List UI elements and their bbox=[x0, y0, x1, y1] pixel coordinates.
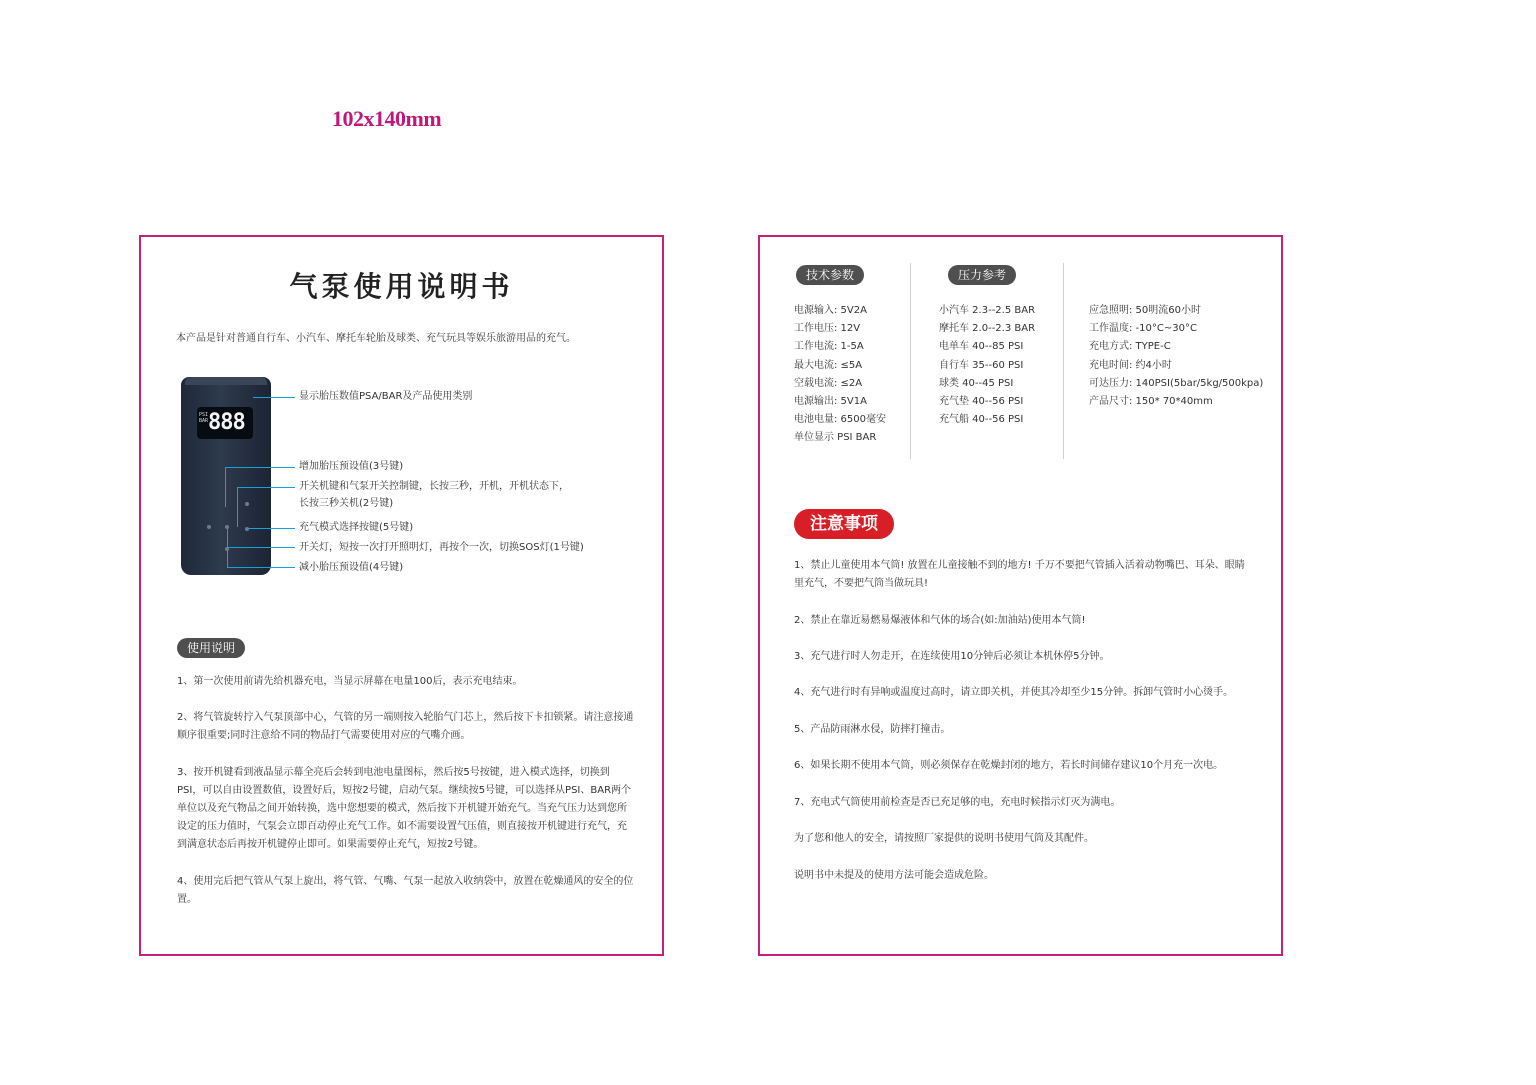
spec-item: 电源输入: 5V2A bbox=[794, 305, 867, 316]
device-top-cap bbox=[185, 377, 267, 385]
button-1-dot bbox=[207, 525, 211, 529]
spec-item: 充电方式: TYPE-C bbox=[1089, 341, 1171, 353]
callout-button-5: 充气模式选择按键(5号键) bbox=[299, 522, 414, 533]
spec-item: 电池电量: 6500毫安 bbox=[794, 414, 886, 426]
pressure-item: 电单车 40--85 PSI bbox=[939, 341, 1024, 353]
spec-item: 产品尺寸: 150* 70*40mm bbox=[1089, 396, 1213, 408]
manual-usage-panel bbox=[139, 235, 664, 956]
note-1: 1、禁止儿童使用本气筒! 放置在儿童接触不到的地方! 千万不要把气管插入活着动物嘴巴、耳朵、眼睛里充气，不要把气筒当做玩具! bbox=[794, 560, 1245, 589]
device-digits: 888 bbox=[208, 410, 245, 435]
spec-item: 工作温度: -10°C~30°C bbox=[1089, 323, 1197, 335]
leader-line-button-3 bbox=[225, 467, 295, 468]
leader-line-button-4 bbox=[227, 567, 295, 568]
danger-note: 说明书中未提及的使用方法可能会造成危险。 bbox=[794, 870, 994, 881]
usage-step-2: 2、将气管旋转拧入气泵顶部中心，气管的另一端则按入轮胎气门芯上，然后按下卡扣锁紧。请注意接通顺序很重要;同时注意给不同的物品打气需要使用对应的气嘴介画。 bbox=[177, 712, 634, 741]
callout-button-3: 增加胎压预设值(3号键) bbox=[299, 461, 404, 472]
leader-line-button-2 bbox=[237, 487, 295, 488]
manual-specs-panel bbox=[758, 235, 1283, 956]
tech-specs-list bbox=[794, 302, 886, 448]
leader-line-button-4-vertical bbox=[227, 549, 228, 567]
note-2: 2、禁止在靠近易燃易爆液体和气体的场合(如:加油站)使用本气筒! bbox=[794, 615, 1086, 626]
spec-item: 充电时间: 约4小时 bbox=[1089, 359, 1172, 371]
notes-heading: 注意事项 bbox=[794, 509, 894, 539]
size-label: 102x140mm bbox=[332, 106, 442, 131]
leader-line-button-3-vertical bbox=[225, 467, 226, 507]
spec-item: 电源输出: 5V1A bbox=[794, 396, 867, 408]
spec-item: 工作电压: 12V bbox=[794, 323, 861, 335]
spec-item: 可达压力: 140PSI(5bar/5kg/500kpa) bbox=[1089, 377, 1264, 389]
usage-step-3: 3、按开机键看到液晶显示幕全亮后会转到电池电量图标，然后按5号按键，进入模式选择，切换到PSI，可以自由设置数值，设置好后，短按2号键，启动气泵。继续按5号键，可以选择从PSI、BAR两个单位以及充气物品之间开始转换，选中您想要的模式，然后按下开机键开始充气。当充气压力达到您所设定的压力值时，气泵会立即百动停止充气工作。如不需要设置气压值，则直接按开机键进行充气，充到满意状态后再按开机键停止即可。如果需要停止充气，短按2号键。 bbox=[177, 767, 632, 850]
pressure-reference-list bbox=[939, 302, 1035, 429]
pressure-item: 充气垫 40--56 PSI bbox=[939, 396, 1024, 408]
callout-screen: 显示胎压数值PSA/BAR及产品使用类别 bbox=[299, 391, 473, 402]
callout-button-4: 减小胎压预设值(4号键) bbox=[299, 562, 404, 573]
column-divider-1 bbox=[910, 263, 911, 459]
usage-step-4: 4、使用完后把气管从气泵上旋出，将气管、气嘴、气泵一起放入收纳袋中，放置在乾燥通风的安全的位置。 bbox=[177, 876, 634, 905]
leader-line-button-1-vertical bbox=[227, 529, 228, 547]
manual-title: 气泵使用说明书 bbox=[289, 270, 514, 303]
spec-item: 应急照明: 50明流60小时 bbox=[1089, 305, 1201, 316]
note-4: 4、充气进行时有异响或温度过高时，请立即关机，并使其冷却至少15分钟。拆卸气管时小心烫手。 bbox=[794, 687, 1234, 698]
pressure-item: 球类 40--45 PSI bbox=[939, 377, 1014, 389]
extra-specs-list bbox=[1089, 302, 1263, 411]
callout-button-1: 开关灯，短按一次打开照明灯，再按个一次，切换SOS灯(1号键) bbox=[299, 542, 584, 553]
column-divider-2 bbox=[1063, 263, 1064, 459]
pressure-reference-heading: 压力参考 bbox=[948, 265, 1016, 285]
spec-item: 最大电流: ≤5A bbox=[794, 359, 863, 371]
usage-step-1: 1、第一次使用前请先给机器充电，当显示屏幕在电量100后，表示充电结束。 bbox=[177, 676, 523, 687]
tech-specs-heading: 技术参数 bbox=[796, 265, 864, 285]
note-6: 6、如果长期不使用本气筒，则必须保存在乾燥封闭的地方，若长时间储存建议10个月充一次电。 bbox=[794, 760, 1224, 771]
note-7: 7、充电式气筒使用前检查是否已充足够的电，充电时候指示灯灭为满电。 bbox=[794, 797, 1121, 808]
pressure-item: 充气船 40--56 PSI bbox=[939, 414, 1024, 426]
pressure-item: 自行车 35--60 PSI bbox=[939, 359, 1024, 371]
leader-line-button-2-vertical bbox=[237, 487, 238, 527]
device-lcd-screen bbox=[197, 407, 253, 439]
usage-heading: 使用说明 bbox=[177, 638, 245, 658]
spec-item: 单位显示 PSI BAR bbox=[794, 432, 877, 444]
spec-item: 空载电流: ≤2A bbox=[794, 377, 863, 389]
button-3-dot bbox=[245, 502, 249, 506]
pressure-item: 摩托车 2.0--2.3 BAR bbox=[939, 323, 1036, 335]
pressure-item: 小汽车 2.3--2.5 BAR bbox=[939, 305, 1036, 316]
device-unit-label: PSI BAR bbox=[199, 412, 209, 424]
spec-item: 工作电流: 1-5A bbox=[794, 341, 864, 353]
safety-note: 为了您和他人的安全，请按照厂家提供的说明书使用气筒及其配件。 bbox=[794, 833, 1094, 844]
leader-line-screen bbox=[253, 397, 295, 398]
intro-text: 本产品是针对普通自行车、小汽车、摩托车轮胎及球类、充气玩具等娱乐旅游用品的充气。 bbox=[176, 333, 576, 344]
note-3: 3、充气进行时人勿走开，在连续使用10分钟后必须让本机休停5分钟。 bbox=[794, 651, 1110, 662]
note-5: 5、产品防雨淋水侵，防摔打撞击。 bbox=[794, 724, 951, 735]
air-pump-device-image bbox=[181, 377, 271, 575]
leader-line-button-1 bbox=[227, 547, 295, 548]
callout-button-2: 开关机键和气泵开关控制键，长按三秒，开机，开机状态下， 长按三秒关机(2号键) bbox=[299, 481, 569, 509]
leader-line-button-5 bbox=[247, 528, 295, 529]
